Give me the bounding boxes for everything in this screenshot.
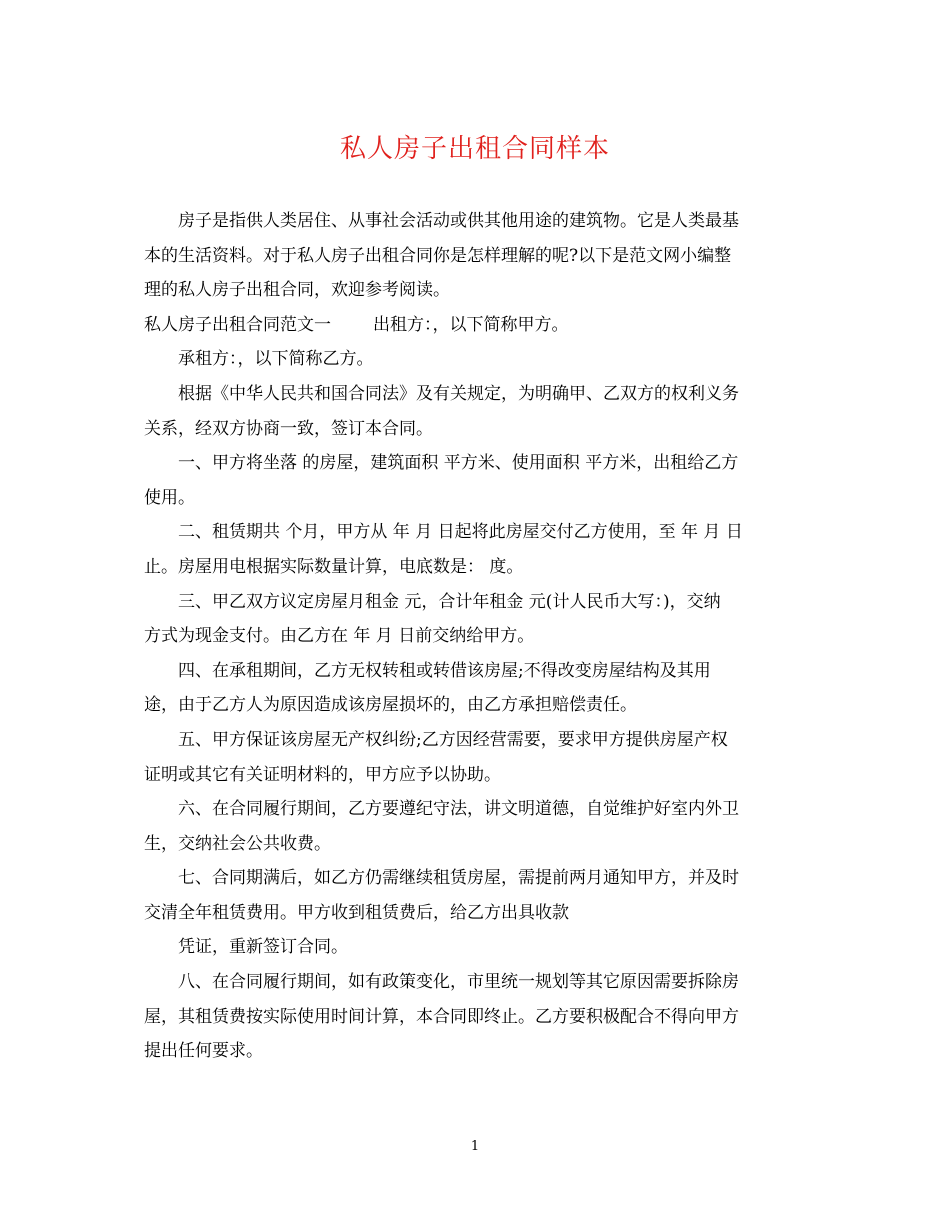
clause-line: 六、在合同履行期间，乙方要遵纪守法，讲文明道德，自觉维护好室内外卫 [178,799,739,820]
text-line: 止。房屋用电根据实际数量计算，电底数是： 度。 [144,556,524,577]
clause-line: 二、租赁期共 个月，甲方从 年 月 日起将此房屋交付乙方使用，至 年 月 日 [178,522,743,543]
text-line: 生，交纳社会公共收费。 [144,833,331,854]
clause-line: 八、在合同履行期间，如有政策变化，市里统一规划等其它原因需要拆除房 [178,972,739,993]
section-heading: 私人房子出租合同范文一 [144,314,331,335]
text-line: 凭证，重新签订合同。 [178,937,348,958]
text-line: 方式为现金支付。由乙方在 年 月 日前交纳给甲方。 [144,626,535,647]
text-line: 关系，经双方协商一致，签订本合同。 [144,418,433,439]
clause-line: 四、在承租期间，乙方无权转租或转借该房屋;不得改变房屋结构及其用 [178,660,711,681]
text-line: 理的私人房子出租合同，欢迎参考阅读。 [144,280,450,301]
text-line: 使用。 [144,487,195,508]
clause-line: 五、甲方保证该房屋无产权纠纷;乙方因经营需要，要求甲方提供房屋产权 [178,729,728,750]
clause-line: 一、甲方将坐落 的房屋，建筑面积 平方米、使用面积 平方米，出租给乙方 [178,453,739,474]
text-line: 途，由于乙方人为原因造成该房屋损坏的，由乙方承担赔偿责任。 [144,695,637,716]
text-line: 根据《中华人民共和国合同法》及有关规定，为明确甲、乙双方的权利义务 [178,383,739,404]
lessor-line: 出租方：，以下简称甲方。 [373,314,569,335]
text-line: 交清全年租赁费用。甲方收到租赁费后，给乙方出具收款 [144,902,569,923]
text-line: 本的生活资料。对于私人房子出租合同你是怎样理解的呢?以下是范文网小编整 [144,245,732,266]
clause-line: 三、甲乙双方议定房屋月租金 元，合计年租金 元(计人民币大写：)，交纳 [178,591,721,612]
clause-line: 七、合同期满后，如乙方仍需继续租赁房屋，需提前两月通知甲方，并及时 [178,868,739,889]
document-title: 私人房子出租合同样本 [339,134,610,164]
document-body [144,204,810,1069]
text-line: 证明或其它有关证明材料的，甲方应予以协助。 [144,764,501,785]
page-number: 1 [470,1139,480,1154]
text-line: 房子是指供人类居住、从事社会活动或供其他用途的建筑物。它是人类最基 [178,211,739,231]
lessee-line: 承租方：，以下简称乙方。 [178,349,374,370]
section-line [144,308,810,343]
text-line: 屋，其租赁费按实际使用时间计算，本合同即终止。乙方要积极配合不得向甲方 [144,1006,739,1027]
text-line: 提出任何要求。 [144,1041,263,1062]
